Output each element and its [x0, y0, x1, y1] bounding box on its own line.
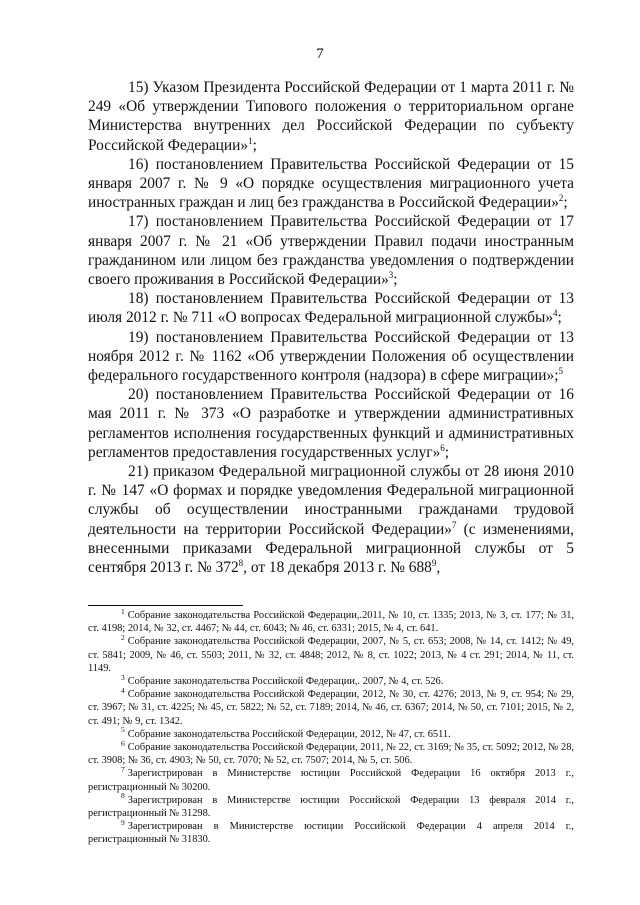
footnote-ref: 7: [451, 519, 457, 530]
footnote-7: [88, 764, 574, 793]
paragraph-text: , от 18 декабря 2013 г. № 688: [243, 559, 432, 577]
footnote-text: Собрание законодательства Российской Федерации, 2012, № 47, ст. 6511.: [127, 728, 451, 740]
footnote-ref: 3: [388, 269, 394, 280]
paragraph-tail: ,: [436, 559, 441, 577]
paragraph-text: (с изменениями, внесенными приказами Федеральной миграционной службы от 5 сентября 2013 г. № 372: [88, 520, 574, 577]
footnote-text: Собрание законодательства Российской Федерации,.2011, № 10, ст. 1335; 2013, № 3, ст. 177; № 31, ст. 4198; 2014, № 32, ст. 4467; № 44, ст. 6043; № 46, ст. 6331; 2015, № 4, ст. 641.: [88, 610, 574, 635]
footnote-mark: 5: [121, 725, 125, 735]
paragraph-18: [88, 289, 574, 327]
paragraph-text: 21) приказом Федеральной миграционной службы от 28 июня 2010 г. № 147 «О формах и порядке уведомления Федеральной миграционной службы об осуществлении иностранными гражданами трудовой деятельности на территории Российской Федерации»: [88, 463, 574, 538]
footnote-text: Зарегистрирован в Министерстве юстиции Российской Федерации 4 апреля 2014 г., регистрационный № 31830.: [88, 821, 574, 846]
footnote-2: [88, 632, 574, 675]
paragraph-20: [88, 385, 574, 462]
paragraph-15: [88, 78, 574, 155]
footnote-8: [88, 791, 574, 820]
paragraph-text: 17) постановлением Правительства Российской Федерации от 17 января 2007 г. № 21 «Об утверждении Правил подачи иностранным гражданином или лицом без гражданства уведомления о подтверждении своего проживания в Российской Федерации»: [88, 213, 574, 289]
paragraph-text: 15) Указом Президента Российской Федерации от 1 марта 2011 г. № 249 «Об утверждении Типового положения о территориальном органе Министерства внутренних дел Российской Федерации по субъекту Российской Федерации»: [88, 79, 574, 154]
paragraph-19: [88, 328, 574, 386]
footnote-mark: 8: [121, 791, 125, 801]
footnote-mark: 9: [121, 817, 125, 827]
paragraph-text: 16) постановлением Правительства Российской Федерации от 15 января 2007 г. № 9 «О порядке осуществления миграционного учета иностранных граждан и лиц без гражданства в Российской Федерации»: [88, 155, 574, 212]
footnote-ref: 1: [248, 135, 253, 146]
footnotes: [88, 606, 574, 847]
footnote-text: Зарегистрирован в Министерстве юстиции Российской Федерации 16 октября 2013 г., регистрационный № 30200.: [88, 768, 574, 793]
footnote-ref: 6: [440, 442, 445, 453]
footnote-ref: 5: [558, 365, 563, 376]
paragraph-16: [88, 155, 574, 213]
footnote-mark: 6: [121, 738, 125, 748]
footnote-mark: 7: [121, 764, 125, 774]
footnote-text: Собрание законодательства Российской Федерации, 2011, № 22, ст. 3169; № 35, ст. 5092; 2012, № 28, ст. 3908; № 36, ст. 4903; № 50, ст. 7070; № 52, ст. 7507; 2014, № 5, ст. 506.: [88, 742, 574, 767]
paragraph-tail: ;: [557, 309, 562, 327]
page-number: 7: [316, 46, 324, 62]
footnote-9: [88, 817, 574, 846]
footnote-4: [88, 685, 574, 728]
footnote-6: [88, 738, 574, 767]
paragraph-21: [88, 462, 574, 577]
footnote-text: Собрание законодательства Российской Федерации, 2012, № 30, ст. 4276; 2013, № 9, ст. 954; № 29, ст. 3967; № 31, ст. 4225; № 45, ст. 5822; № 52, ст. 7189; 2014, № 46, ст. 6367; 2014, № 50, ст. 7101; 2015, № 2, ст. 491; № 9, ст. 1342.: [88, 689, 574, 727]
paragraph-text: 20) постановлением Правительства Российской Федерации от 16 мая 2011 г. № 373 «О разработке и утверждении административных регламентов исполнения государственных функций и административных регламентов предоставления государственных услуг»: [88, 386, 574, 461]
footnote-mark: 1: [121, 606, 125, 616]
paragraph-17: [88, 212, 574, 289]
footnote-ref: 2: [558, 193, 564, 204]
paragraph-tail: ;: [563, 194, 568, 212]
paragraph-text: 18) постановлением Правительства Российской Федерации от 13 июля 2012 г. № 711 «О вопросах Федеральной миграционной службы»: [88, 290, 574, 327]
footnote-ref: 4: [553, 308, 558, 319]
footnote-3: [88, 672, 574, 688]
footnote-5: [88, 725, 574, 741]
footnote-mark: 2: [121, 632, 125, 642]
footnote-ref: 9: [431, 557, 437, 568]
paragraph-text: 19) постановлением Правительства Российской Федерации от 13 ноября 2012 г. № 1162 «Об утверждении Положения об осуществлении федерального государственного контроля (надзора) в сфере миграции»;: [88, 328, 574, 385]
footnote-divider: [88, 605, 243, 606]
footnote-text: Собрание законодательства Российской Федерации,. 2007, № 4, ст. 526.: [127, 676, 444, 688]
footnote-mark: 3: [121, 672, 125, 682]
footnote-ref: 8: [238, 557, 244, 568]
footnote-1: [88, 606, 574, 635]
paragraph-tail: ;: [252, 136, 257, 154]
paragraph-tail: ;: [393, 271, 398, 289]
footnote-mark: 4: [121, 685, 125, 695]
footnote-text: Зарегистрирован в Министерстве юстиции Российской Федерации 13 февраля 2014 г., регистрационный № 31298.: [88, 794, 574, 820]
paragraph-tail: ;: [444, 443, 450, 461]
main-text: [88, 78, 574, 577]
footnote-text: Собрание законодательства Российской Федерации, 2007, № 5, ст. 653; 2008, № 14, ст. 1412; № 49, ст. 5841; 2009, № 46, ст. 5503; 2011, № 32, ст. 4848; 2012, № 8, ст. 1022; 2013, № 4 ст. 291; 2014, № 11, ст. 1149.: [88, 636, 574, 674]
